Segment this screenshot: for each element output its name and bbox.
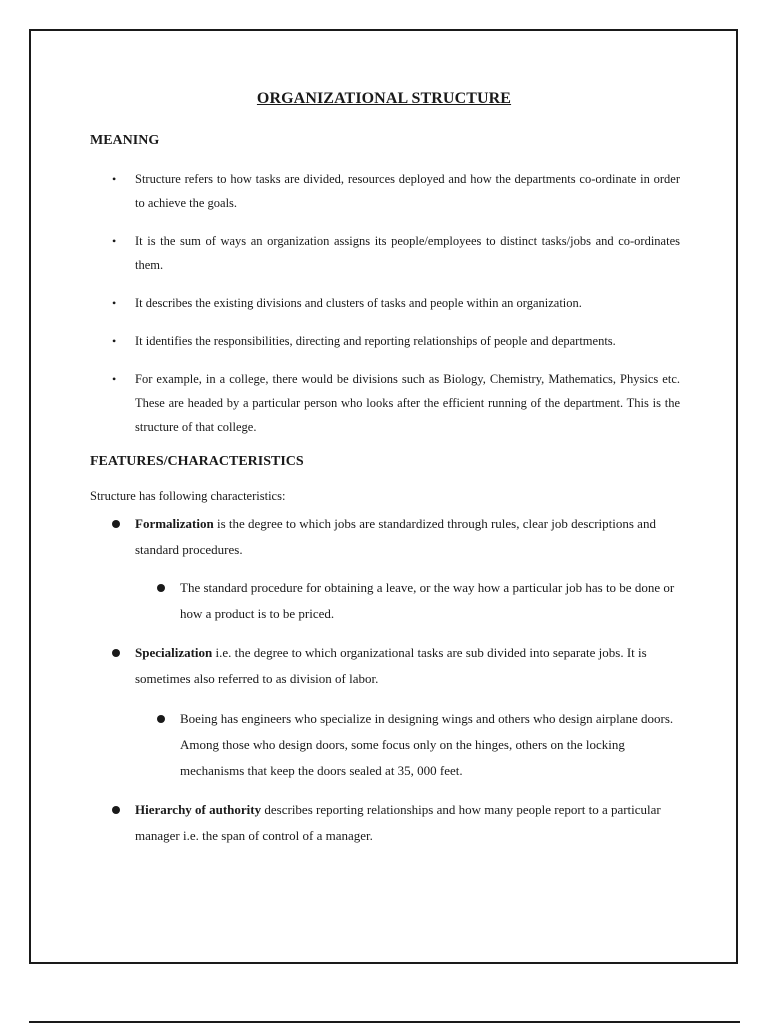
feature-hierarchy — [135, 797, 680, 849]
feature-term: Formalization — [135, 516, 214, 531]
bullet-dot-icon — [112, 520, 120, 528]
bullet-icon: • — [112, 172, 117, 186]
meaning-item — [90, 329, 680, 353]
bullet-dot-icon — [112, 649, 120, 657]
bullet-dot-icon — [157, 584, 165, 592]
meaning-item — [90, 229, 680, 277]
meaning-item — [90, 291, 680, 315]
feature-example-text: The standard procedure for obtaining a leave, or the way how a particular job has to be done or how a product is to be priced. — [180, 580, 675, 621]
bullet-icon: • — [112, 334, 117, 348]
feature-text: describes reporting relationships and how many people report to a particular manager i.e. the span of control of a manager. — [135, 802, 661, 843]
bullet-dot-icon — [157, 715, 165, 723]
meaning-item-text: It describes the existing divisions and clusters of tasks and people within an organization. — [135, 296, 582, 310]
feature-formalization-example — [180, 575, 680, 627]
bullet-dot-icon — [112, 806, 120, 814]
meaning-item-text: It identifies the responsibilities, directing and reporting relationships of people and departments. — [135, 334, 616, 348]
meaning-item-text: For example, in a college, there would be divisions such as Biology, Chemistry, Mathematics, Physics etc. These are headed by a particular person who looks after the efficient running of the department. This is the structure of that college. — [135, 372, 680, 434]
feature-formalization — [135, 511, 675, 563]
feature-example-text: Boeing has engineers who specialize in designing wings and others who design airplane doors. Among those who design doors, some focus only on the hinges, others on the locking mechanisms that keep the doors sealed at 35, 000 feet. — [180, 711, 674, 778]
document-title: ORGANIZATIONAL STRUCTURE — [256, 90, 512, 107]
features-heading: FEATURES/CHARACTERISTICS — [90, 454, 304, 469]
meaning-item — [90, 367, 680, 439]
feature-text: is the degree to which jobs are standardized through rules, clear job descriptions and standard procedures. — [135, 516, 656, 557]
feature-text: i.e. the degree to which organizational tasks are sub divided into separate jobs. It is sometimes also referred to as division of labor. — [135, 645, 647, 686]
feature-specialization — [135, 640, 675, 692]
features-intro: Structure has following characteristics: — [90, 489, 286, 503]
feature-term: Specialization — [135, 645, 213, 660]
bullet-icon: • — [112, 234, 117, 248]
meaning-heading: MEANING — [90, 133, 160, 148]
feature-term: Hierarchy of authority — [135, 802, 262, 817]
meaning-list — [90, 167, 680, 453]
meaning-item — [90, 167, 680, 215]
meaning-item-text: It is the sum of ways an organization assigns its people/employees to distinct tasks/jobs and co-ordinates them. — [135, 234, 680, 272]
bullet-icon: • — [112, 296, 117, 310]
bullet-icon: • — [112, 372, 117, 386]
feature-specialization-example — [180, 706, 680, 784]
next-page-top-border — [29, 1021, 740, 1023]
meaning-item-text: Structure refers to how tasks are divided, resources deployed and how the departments co-ordinate in order to achieve the goals. — [135, 172, 680, 210]
